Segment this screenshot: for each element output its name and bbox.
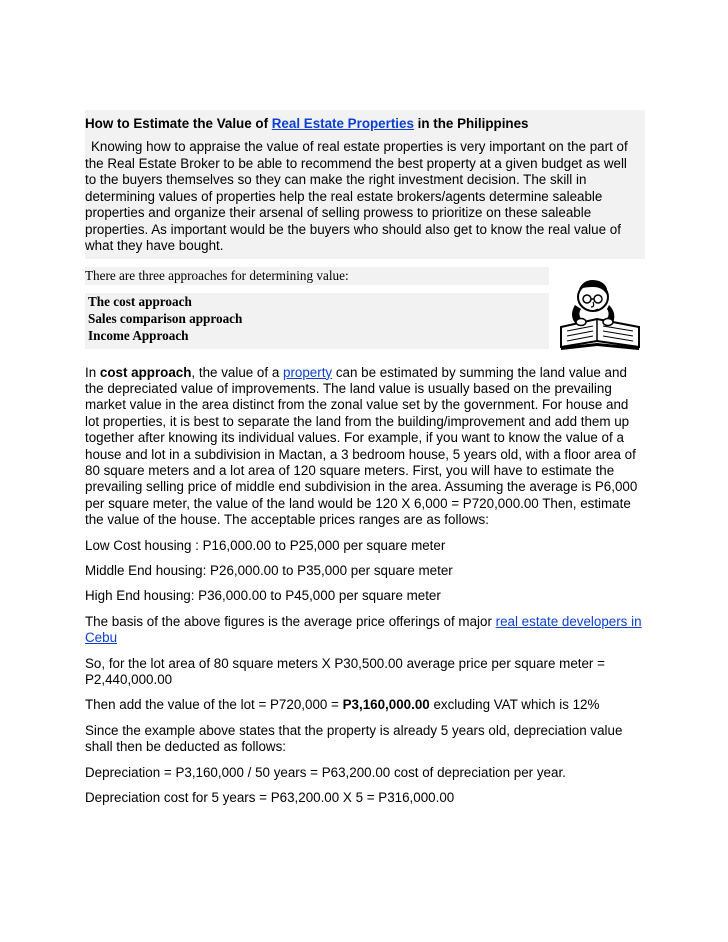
- cost-approach-paragraph: [85, 365, 645, 529]
- approaches-list: [85, 293, 549, 349]
- depreciation-yearly: Depreciation = P3,160,000 / 50 years = P63,200.00 cost of depreciation per year.: [85, 764, 566, 780]
- approach-item-sales-comparison: Sales comparison approach: [88, 310, 243, 326]
- total-after: excluding VAT which is 12%: [429, 697, 600, 713]
- price-middle-end: Middle End housing: P26,000.00 to P35,000 per square meter: [85, 562, 453, 578]
- total-amount: P3,160,000.00: [342, 697, 430, 713]
- approaches-section: [85, 267, 645, 359]
- document-page: [85, 110, 645, 815]
- cost-lead: In: [85, 364, 100, 380]
- depreciation-intro: Since the example above states that the property is already 5 years old, depreciation value shall then be deducted as follows:: [85, 722, 623, 755]
- cost-approach-term: cost approach: [99, 364, 192, 380]
- price-high-end: High End housing: P36,000.00 to P45,000 per square meter: [85, 588, 441, 604]
- approaches-heading: There are three approaches for determining value:: [85, 267, 549, 285]
- property-link[interactable]: property: [283, 364, 333, 380]
- total-value-line: [85, 697, 645, 713]
- basis-paragraph: [85, 614, 645, 647]
- title-prefix: How to Estimate the Value of: [85, 116, 272, 131]
- price-low-cost: Low Cost housing : P16,000.00 to P25,000 per square meter: [85, 537, 446, 553]
- intro-text: Knowing how to appraise the value of real estate properties is very important on the part of the Real Estate Broker to be able to recommend the best property at a given budget as well to the buyers themselves so they can make the right investment decision. The skill in determining values of properties help the real estate brokers/agents determine saleable properties and organize their arsenal of selling prowess to prioritize on these saleable properties. As important would be the buyers who should also get to know the real value of what they have bought.: [85, 139, 628, 253]
- cost-rest: can be estimated by summing the land value and the depreciated value of improvements. The land value is usually based on the prevailing market value in the area distinct from the zonal value set by the government. For house and lot properties, it is best to separate the land from the building/improvement and add them up together after knowing its individual values. For example, if you want to know the value of a house and lot in a subdivision in Mactan, a 3 bedroom house, 5 years old, with a floor area of 80 square meters and a lot area of 120 square meters. First, you will have to estimate the prevailing selling price of middle end subdivision in the area. Assuming the average is P6,000 per square meter, the value of the land would be 120 X 6,000 = P720,000.00 Then, estimate the value of the house. The acceptable prices ranges are as follows:: [85, 364, 638, 528]
- person-reading-book-icon: [553, 275, 643, 353]
- total-before: Then add the value of the lot = P720,000 =: [85, 697, 343, 713]
- approach-item-cost: The cost approach: [88, 293, 192, 309]
- title-link-real-estate-properties[interactable]: Real Estate Properties: [271, 116, 414, 131]
- lot-calculation: So, for the lot area of 80 square meters X P30,500.00 average price per square meter = P2,440,000.00: [85, 655, 605, 687]
- intro-paragraph: [85, 136, 645, 259]
- approach-item-income: Income Approach: [88, 327, 189, 343]
- article-title: [85, 110, 645, 136]
- real-estate-developers-link[interactable]: real estate developers in Cebu: [85, 613, 642, 646]
- title-suffix: in the Philippines: [413, 116, 529, 131]
- depreciation-five-years: Depreciation cost for 5 years = P63,200.00 X 5 = P316,000.00: [85, 790, 455, 806]
- basis-text: The basis of the above figures is the average price offerings of major: [85, 613, 496, 629]
- cost-mid: , the value of a: [191, 364, 283, 380]
